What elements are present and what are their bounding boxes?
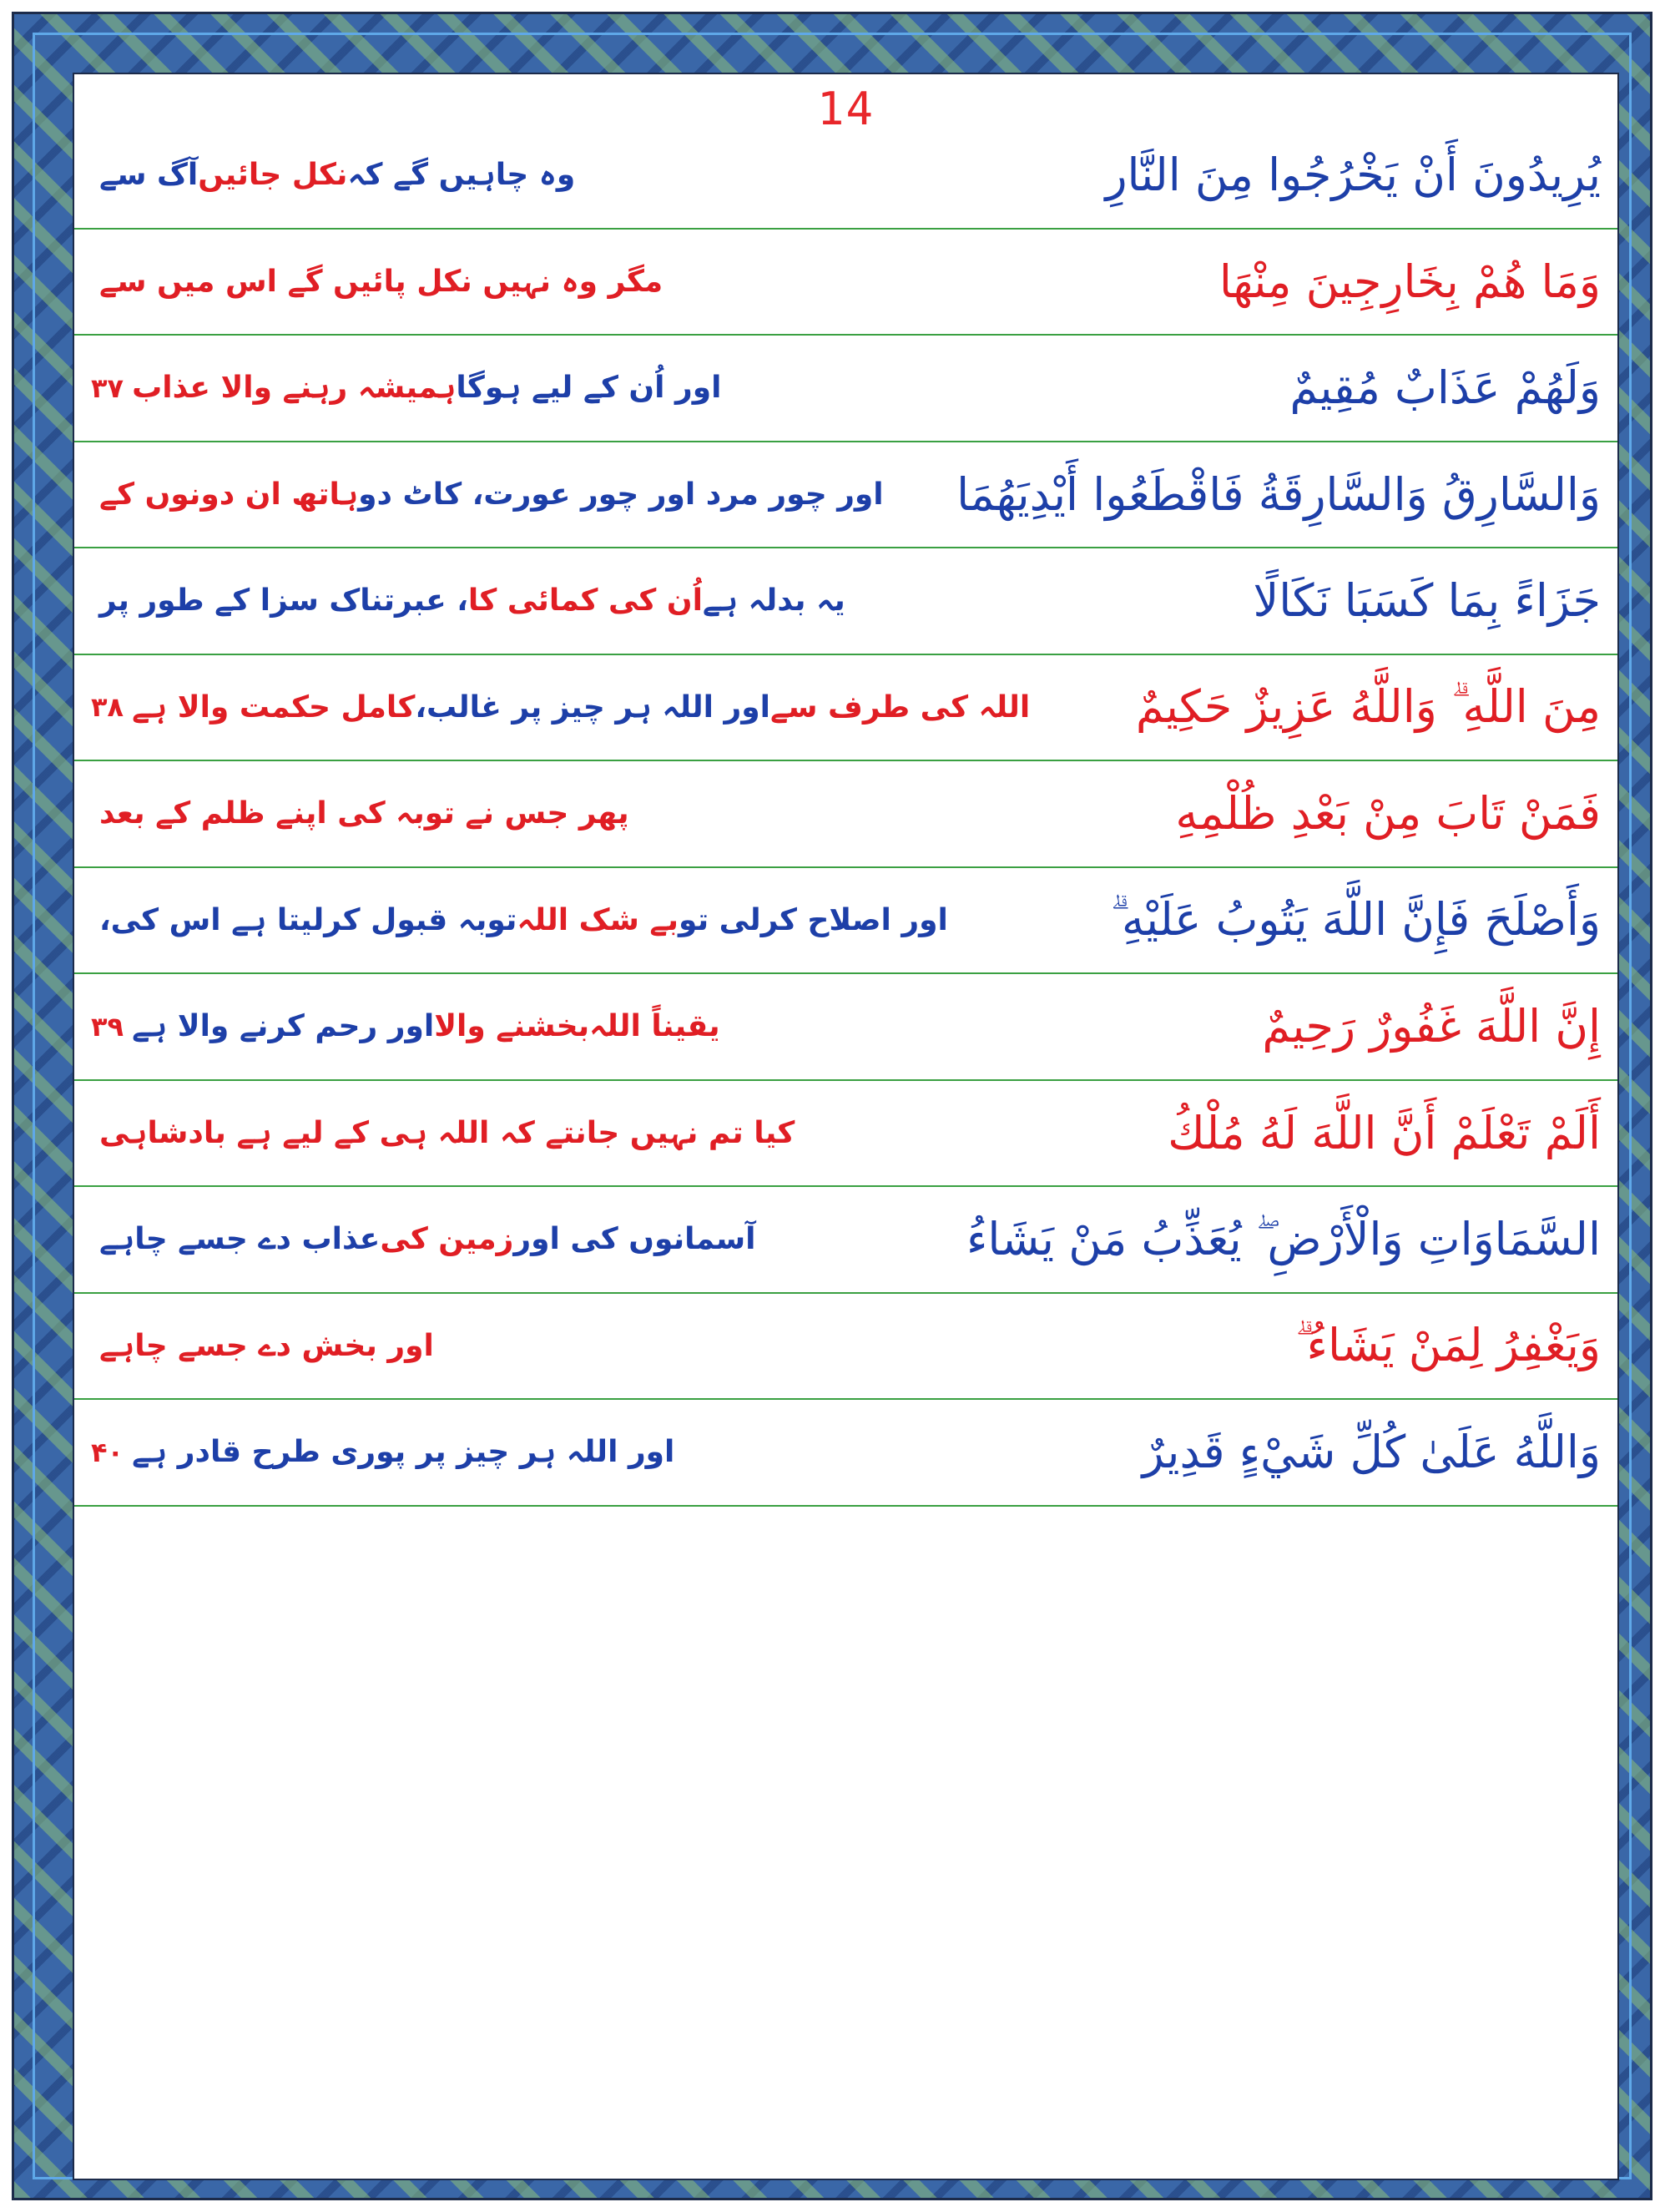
arabic-text: وَلَهُمْ عَذَابٌ مُقِيمٌ xyxy=(1289,361,1601,415)
arabic-text: مِنَ اللَّهِ ۗ وَاللَّهُ عَزِيزٌ حَكِيمٌ xyxy=(1135,680,1601,734)
verse-row xyxy=(74,1187,1617,1294)
arabic-text: وَيَغْفِرُ لِمَنْ يَشَاءُ ۗ xyxy=(1295,1319,1601,1372)
urdu-translation: اور اللہ ہر چیز پر پوری طرح قادر ہے ۴۰ xyxy=(91,1435,675,1470)
page-content xyxy=(73,73,1619,2180)
urdu-translation: کیا تم نہیں جانتے کہ اللہ ہی کے لیے ہے بادشاہی xyxy=(99,1115,795,1150)
verse-row xyxy=(74,1400,1617,1507)
urdu-translation: اور چور مرد اور چور عورت، کاٹ دو ہاتھ ان دونوں کے xyxy=(99,477,884,512)
verse-row xyxy=(74,1294,1617,1401)
verse-row xyxy=(74,868,1617,975)
verse-table xyxy=(74,123,1617,1507)
ayah-number: ۳۸ xyxy=(91,691,124,724)
verse-row xyxy=(74,123,1617,230)
urdu-translation: اللہ کی طرف سے اور اللہ ہر چیز پر غالب، کامل حکمت والا ہے ۳۸ xyxy=(91,689,1031,725)
verse-row xyxy=(74,442,1617,549)
urdu-translation: اور اصلاح کرلی تو بے شک اللہ توبہ قبول کرلیتا ہے اس کی، xyxy=(99,902,948,937)
arabic-text: يُرِيدُونَ أَنْ يَخْرُجُوا مِنَ النَّارِ xyxy=(1105,149,1601,202)
arabic-text: وَاللَّهُ عَلَىٰ كُلِّ شَيْءٍ قَدِيرٌ xyxy=(1142,1426,1601,1479)
ayah-number: ۳۹ xyxy=(91,1010,124,1043)
verse-row xyxy=(74,230,1617,336)
arabic-text: السَّمَاوَاتِ وَالْأَرْضِ ۖ يُعَذِّبُ مَنْ يَشَاءُ xyxy=(966,1212,1601,1265)
verse-row xyxy=(74,336,1617,442)
ornamental-border xyxy=(12,12,1652,2200)
ayah-number: ۳۷ xyxy=(91,371,124,404)
urdu-translation: اور اُن کے لیے ہوگا ہمیشہ رہنے والا عذاب ۳۷ xyxy=(91,371,722,406)
arabic-text: فَمَنْ تَابَ مِنْ بَعْدِ ظُلْمِهِ xyxy=(1175,787,1601,841)
urdu-translation: وہ چاہیں گے کہ نکل جائیں آگ سے xyxy=(99,158,576,193)
urdu-translation: اور بخش دے جسے چاہے xyxy=(99,1328,434,1363)
urdu-translation: آسمانوں کی اور زمین کی عذاب دے جسے چاہے xyxy=(99,1222,756,1257)
urdu-translation: یہ بدلہ ہے اُن کی کمائی کا ، عبرتناک سزا کے طور پر xyxy=(99,583,845,619)
verse-row xyxy=(74,655,1617,762)
arabic-text: أَلَمْ تَعْلَمْ أَنَّ اللَّهَ لَهُ مُلْكُ xyxy=(1168,1106,1601,1159)
urdu-translation: پھر جس نے توبہ کی اپنے ظلم کے بعد xyxy=(99,796,629,831)
arabic-text: إِنَّ اللَّهَ غَفُورٌ رَحِيمٌ xyxy=(1262,1000,1601,1053)
urdu-translation: مگر وہ نہیں نکل پائیں گے اس میں سے xyxy=(99,264,663,299)
arabic-text: وَمَا هُمْ بِخَارِجِينَ مِنْهَا xyxy=(1218,255,1601,308)
arabic-text: وَأَصْلَحَ فَإِنَّ اللَّهَ يَتُوبُ عَلَيْهِ ۗ xyxy=(1110,893,1601,947)
arabic-text: جَزَاءً بِمَا كَسَبَا نَكَالًا xyxy=(1253,574,1601,628)
page-number: 14 xyxy=(816,83,875,135)
arabic-text: وَالسَّارِقُ وَالسَّارِقَةُ فَاقْطَعُوا أَيْدِيَهُمَا xyxy=(956,467,1601,521)
urdu-translation: یقیناً اللہ بخشنے والا اور رحم کرنے والا ہے ۳۹ xyxy=(91,1009,720,1044)
verse-row xyxy=(74,1081,1617,1188)
ayah-number: ۴۰ xyxy=(91,1436,124,1468)
verse-row xyxy=(74,548,1617,655)
verse-row xyxy=(74,761,1617,868)
verse-row xyxy=(74,974,1617,1081)
